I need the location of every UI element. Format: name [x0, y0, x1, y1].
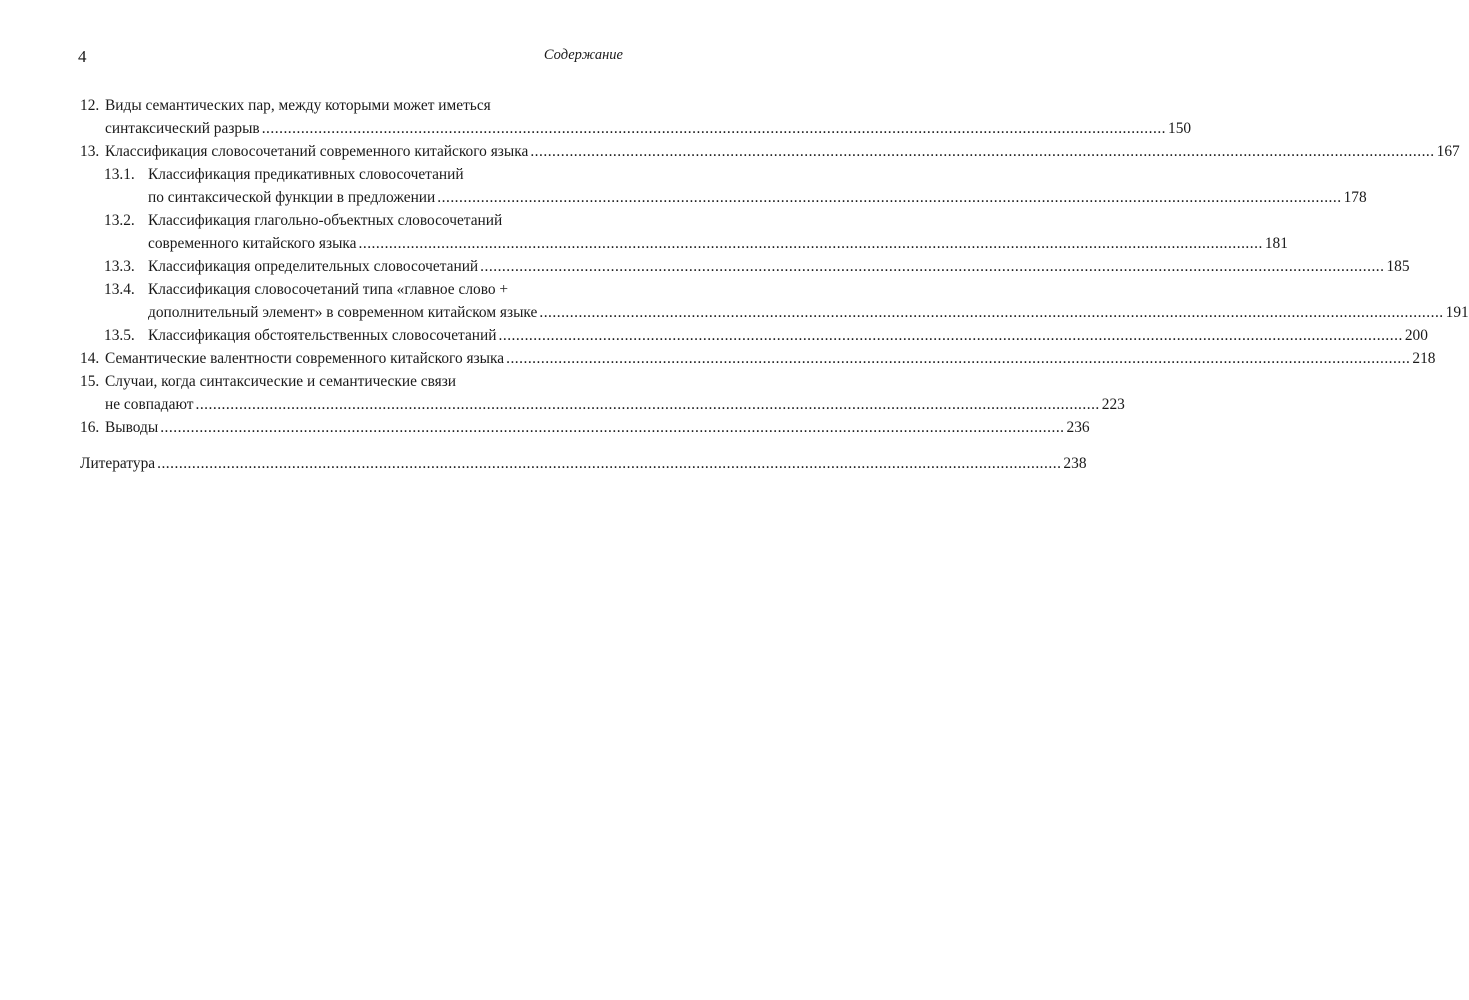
toc-entry-page: 238 — [1063, 455, 1087, 472]
toc-entry-14[interactable] — [80, 347, 1436, 370]
leader-dots — [480, 255, 1384, 278]
toc-entry-number: 12. — [80, 97, 100, 114]
toc-entry-number: 13. — [80, 143, 100, 160]
toc-entry-title: Виды семантических пар, между которыми может иметься — [105, 97, 491, 114]
toc-entry-title: Классификация обстоятельственных словосочетаний — [148, 327, 497, 344]
toc-entry-page: 223 — [1101, 396, 1125, 413]
toc-entry-title-cont: дополнительный элемент» в современном китайском языке — [148, 304, 538, 321]
leader-dots — [530, 140, 1434, 163]
toc-entry-page: 185 — [1386, 258, 1410, 275]
leader-dots — [437, 189, 1341, 206]
leader-dots — [195, 396, 1099, 413]
toc-entry-title: Выводы — [105, 419, 159, 436]
leader-dots — [499, 324, 1403, 347]
toc-entry-16[interactable] — [80, 416, 1090, 439]
toc-entry-title-cont: синтаксический разрыв — [105, 120, 260, 137]
toc-entry-page: 200 — [1404, 327, 1428, 344]
toc-entry-13-2[interactable] — [80, 209, 1288, 255]
toc-entry-literature[interactable] — [80, 452, 1087, 475]
leader-dots — [160, 416, 1064, 439]
leader-dots — [262, 120, 1166, 137]
toc-entry-page: 218 — [1412, 350, 1436, 367]
toc-entry-title: Классификация словосочетаний типа «главное слово + — [148, 281, 509, 298]
toc-entry-title: Классификация глагольно-объектных словосочетаний — [148, 212, 503, 229]
toc-entry-page: 167 — [1436, 143, 1460, 160]
toc-entry-number: 13.1. — [104, 166, 135, 183]
toc-entry-number: 14. — [80, 350, 100, 367]
leader-dots — [359, 235, 1263, 252]
leader-dots — [506, 347, 1410, 370]
table-of-contents — [80, 94, 1469, 475]
toc-entry-page: 178 — [1343, 189, 1367, 206]
toc-entry-number: 13.3. — [104, 258, 135, 275]
toc-entry-title: Случаи, когда синтаксические и семантические связи — [105, 373, 457, 390]
page-number: 4 — [78, 47, 87, 66]
running-title: Содержание — [543, 47, 623, 63]
toc-entry-13[interactable] — [80, 140, 1460, 163]
toc-entry-page: 191 — [1445, 304, 1469, 321]
toc-entry-title-cont: не совпадают — [105, 396, 194, 413]
toc-entry-title: Литература — [80, 455, 156, 472]
toc-entry-title: Классификация предикативных словосочетаний — [148, 166, 464, 183]
toc-entry-title-cont: по синтаксической функции в предложении — [148, 189, 436, 206]
toc-entry-number: 15. — [80, 373, 100, 390]
leader-dots — [539, 304, 1443, 321]
toc-entry-13-4[interactable] — [80, 278, 1469, 324]
leader-dots — [157, 452, 1061, 475]
toc-entry-title: Семантические валентности современного китайского языка — [105, 350, 505, 367]
toc-entry-number: 13.5. — [104, 327, 135, 344]
toc-entry-page: 150 — [1168, 120, 1192, 137]
toc-entry-13-3[interactable] — [80, 255, 1410, 278]
toc-entry-title-cont: современного китайского языка — [148, 235, 357, 252]
toc-entry-page: 236 — [1066, 419, 1090, 436]
toc-entry-number: 13.2. — [104, 212, 135, 229]
toc-entry-number: 16. — [80, 419, 100, 436]
toc-entry-13-1[interactable] — [80, 163, 1367, 209]
toc-entry-13-5[interactable] — [80, 324, 1428, 347]
toc-entry-title: Классификация определительных словосочетаний — [148, 258, 479, 275]
toc-entry-15[interactable] — [80, 370, 1125, 416]
toc-entry-number: 13.4. — [104, 281, 135, 298]
toc-entry-12[interactable] — [80, 94, 1192, 140]
toc-entry-title: Классификация словосочетаний современного китайского языка — [105, 143, 529, 160]
toc-entry-page: 181 — [1264, 235, 1288, 252]
